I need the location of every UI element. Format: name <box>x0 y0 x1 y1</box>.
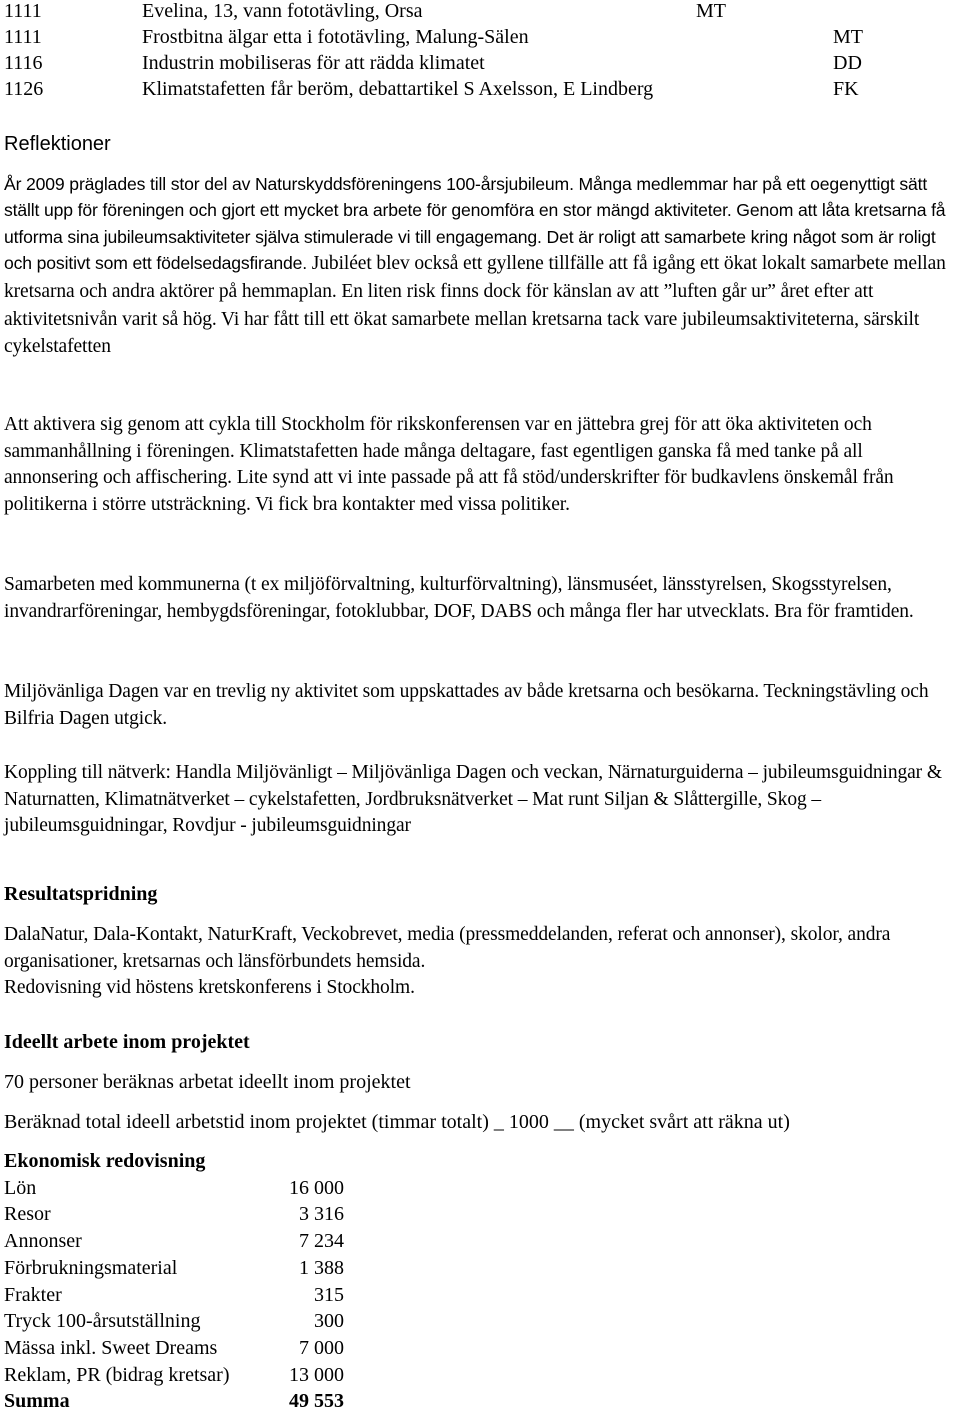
article-signature: FK <box>833 78 859 100</box>
reflektioner-text-1: År 2009 präglades till stor del av Naturskyddsföreningens 100-årsjubileum. Många medlemmar har på ett oegenyttigt sätt ställt upp för föreningen och gjort ett mycket bra arbete för genomföra en stor mängd aktiviteter. Genom att låta kretsarna få utforma sina jubileumsaktiviteter själva stimulerade vi till engagemang. Det är roligt att samarbete kring något som är roligt och positivt som ett födelsedagsfirande. <box>4 174 946 274</box>
cost-value: 7 000 <box>299 1336 344 1359</box>
resultat-heading: Resultatspridning <box>4 883 158 905</box>
cost-label: Tryck 100-årsutställning <box>4 1310 201 1333</box>
article-signature: MT <box>696 0 726 22</box>
article-row <box>4 50 874 76</box>
article-signature: MT <box>833 26 863 48</box>
ekonomi-table <box>4 1148 344 1415</box>
cost-value: 13 000 <box>289 1363 344 1386</box>
reflektioner-text-1b: Jubiléet blev också ett gyllene tillfälle att få igång ett ökat lokalt samarbete mellan kretsarna och andra aktörer på hemmaplan. En liten risk finns dock för känslan av att ”luften går ur” året efter att aktivitetsnivån varit så hög. Vi har fått till ett ökat samarbete mellan kretsarna tack vare jubileumsaktiviteterna, särskilt cykelstafetten <box>4 253 946 358</box>
table-row <box>4 1175 344 1202</box>
cost-label: Förbrukningsmaterial <box>4 1256 178 1279</box>
table-row <box>4 1335 344 1362</box>
article-number: 1126 <box>4 78 44 100</box>
ideellt-hours: Beräknad total ideell arbetstid inom projektet (timmar totalt) _ 1000 __ (mycket svårt att räkna ut) <box>4 1111 790 1133</box>
ekonomi-heading: Ekonomisk redovisning <box>4 1150 206 1172</box>
table-row <box>4 1255 344 1282</box>
reflektioner-paragraph-1 <box>4 171 956 361</box>
cost-label: Resor <box>4 1203 51 1226</box>
ideellt-persons: 70 personer beräknas arbetat ideellt inom projektet <box>4 1071 411 1093</box>
table-row <box>4 1228 344 1255</box>
cost-value: 7 234 <box>299 1230 344 1253</box>
article-row <box>4 76 874 102</box>
total-value: 49 553 <box>289 1390 344 1413</box>
reflektioner-paragraph-3: Samarbeten med kommunerna (t ex miljöförvaltning, kulturförvaltning), länsmuséet, länsstyrelsen, Skogsstyrelsen, invandrarföreningar, hembygdsföreningar, fotoklubbar, DOF, DABS och många fler har utvecklats. Bra för framtiden. <box>4 574 914 622</box>
table-row <box>4 1282 344 1309</box>
article-number: 1116 <box>4 52 43 74</box>
cost-value: 300 <box>314 1310 344 1333</box>
table-total-row <box>4 1388 344 1415</box>
article-number: 1111 <box>4 0 42 22</box>
cost-value: 3 316 <box>299 1203 344 1226</box>
cost-label: Mässa inkl. Sweet Dreams <box>4 1336 218 1359</box>
ideellt-heading: Ideellt arbete inom projektet <box>4 1031 250 1053</box>
cost-label: Frakter <box>4 1283 62 1306</box>
article-row <box>4 0 734 24</box>
cost-label: Annonser <box>4 1230 82 1253</box>
cost-value: 1 388 <box>299 1256 344 1279</box>
table-row <box>4 1201 344 1228</box>
resultat-text: DalaNatur, Dala-Kontakt, NaturKraft, Veckobrevet, media (pressmeddelanden, referat och annonser), skolor, andra organisationer, kretsarnas och länsförbundets hemsida. <box>4 924 891 972</box>
table-row <box>4 1362 344 1389</box>
resultat-paragraph <box>4 922 956 1002</box>
reflektioner-paragraph-5: Koppling till nätverk: Handla Miljövänligt – Miljövänliga Dagen och veckan, Närnaturguiderna – jubileumsguidningar & Naturnatten, Klimatnätverket – cykelstafetten, Jordbruksnätverket – Mat runt Siljan & Slåttergille, Skog – jubileumsguidningar, Rovdjur - jubileumsguidningar <box>4 762 942 837</box>
article-title: Klimatstafetten får beröm, debattartikel S Axelsson, E Lindberg <box>142 78 654 100</box>
cost-value: 315 <box>314 1283 344 1306</box>
article-number: 1111 <box>4 26 42 48</box>
reflektioner-heading: Reflektioner <box>4 133 111 155</box>
article-signature: DD <box>833 52 862 74</box>
reflektioner-paragraph-4: Miljövänliga Dagen var en trevlig ny aktivitet som uppskattades av både kretsarna och besökarna. Teckningstävling och Bilfria Dagen utgick. <box>4 681 929 729</box>
total-label: Summa <box>4 1390 70 1413</box>
resultat-text-2: Redovisning vid höstens kretskonferens i Stockholm. <box>4 977 415 999</box>
cost-label: Reklam, PR (bidrag kretsar) <box>4 1363 230 1386</box>
article-title: Frostbitna älgar etta i fototävling, Malung-Sälen <box>142 26 529 48</box>
article-title: Industrin mobiliseras för att rädda klimatet <box>142 52 485 74</box>
article-row <box>4 24 874 50</box>
cost-label: Lön <box>4 1176 37 1199</box>
table-row <box>4 1308 344 1335</box>
ekonomi-heading-row <box>4 1148 344 1175</box>
cost-value: 16 000 <box>289 1176 344 1199</box>
reflektioner-paragraph-2: Att aktivera sig genom att cykla till Stockholm för rikskonferensen var en jättebra grej för att öka aktiviteten och sammanhållning i föreningen. Klimatstafetten hade många deltagare, fast egentligen ganska få med tanke på all annonsering och affischering. Lite synd att vi inte passade på att få stöd/underskrifter för budkavlens önskemål från politikerna i större utsträckning. Vi fick bra kontakter med vissa politiker. <box>4 414 894 516</box>
article-title: Evelina, 13, vann fototävling, Orsa <box>142 0 423 22</box>
